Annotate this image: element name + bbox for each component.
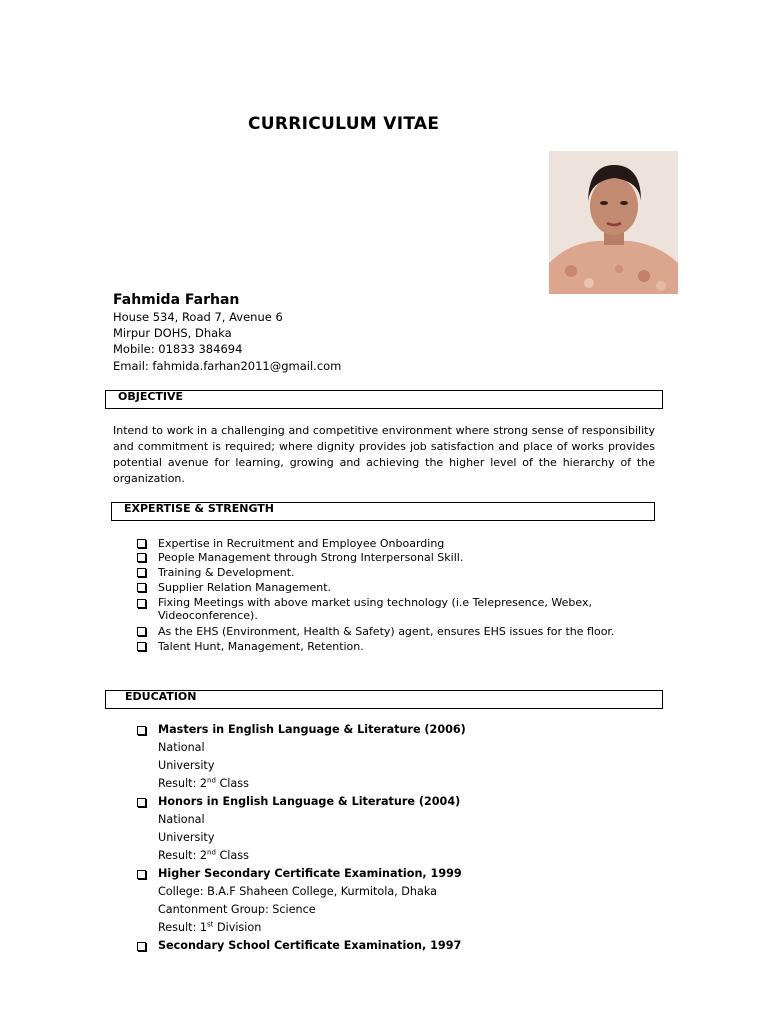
institution-line-1: College: B.A.F Shaheen College, Kurmitola, Dhaka [158,885,437,898]
education-heading-box [105,690,663,709]
address-line-2: Mirpur DOHS, Dhaka [113,326,232,340]
degree-title: Honors in English Language & Literature (2004) [158,795,461,808]
institution-line-2: Cantonment Group: Science [158,903,316,916]
checkbox-bullet-icon [137,583,146,592]
institution-line-1: National [158,741,205,754]
education-entry [137,793,657,865]
education-heading: EDUCATION [125,690,197,703]
checkbox-bullet-icon [137,726,146,735]
list-item: Talent Hunt, Management, Retention. [137,639,647,654]
expertise-list [137,536,647,654]
checkbox-bullet-icon [137,539,146,548]
result-line: Result: 1st Division [158,920,262,934]
checkbox-bullet-icon [137,599,146,608]
education-entry [137,865,657,937]
list-item: Fixing Meetings with above market using technology (i.e Telepresence, Webex, Videoconference). [137,596,647,622]
degree-title: Higher Secondary Certificate Examination, 1999 [158,867,462,880]
list-item: People Management through Strong Interpersonal Skill. [137,550,647,565]
expertise-heading: EXPERTISE & STRENGTH [124,502,274,515]
objective-heading: OBJECTIVE [118,390,184,403]
result-line: Result: 2nd Class [158,776,249,790]
address-line-1: House 534, Road 7, Avenue 6 [113,310,283,324]
list-item: As the EHS (Environment, Health & Safety) agent, ensures EHS issues for the floor. [137,624,647,639]
objective-heading-box [105,390,663,409]
institution-line-1: National [158,813,205,826]
institution-line-2: University [158,831,215,844]
email-address: Email: fahmida.farhan2011@gmail.com [113,359,342,373]
checkbox-bullet-icon [137,798,146,807]
profile-photo [549,151,678,294]
result-line: Result: 2nd Class [158,848,249,862]
list-item: Training & Development. [137,565,647,580]
document-title: CURRICULUM VITAE [248,114,440,134]
institution-line-2: University [158,759,215,772]
candidate-name: Fahmida Farhan [113,292,240,308]
checkbox-bullet-icon [137,942,146,951]
education-list [137,721,657,955]
portrait-image [549,151,678,294]
checkbox-bullet-icon [137,870,146,879]
checkbox-bullet-icon [137,642,146,651]
education-entry [137,937,657,955]
list-item: Supplier Relation Management. [137,580,647,595]
degree-title: Secondary School Certificate Examination, 1997 [158,939,462,952]
expertise-heading-box [111,502,655,521]
objective-text: Intend to work in a challenging and competitive environment where strong sense of responsibility and commitment is required; where dignity provides job satisfaction and place of works provides potential avenue for learning, growing and achieving the higher level of the hierarchy of the organization. [113,424,655,485]
mobile-number: Mobile: 01833 384694 [113,342,243,356]
degree-title: Masters in English Language & Literature (2006) [158,723,466,736]
checkbox-bullet-icon [137,627,146,636]
education-entry [137,721,657,793]
list-item: Expertise in Recruitment and Employee Onboarding [137,536,647,551]
checkbox-bullet-icon [137,568,146,577]
checkbox-bullet-icon [137,553,146,562]
